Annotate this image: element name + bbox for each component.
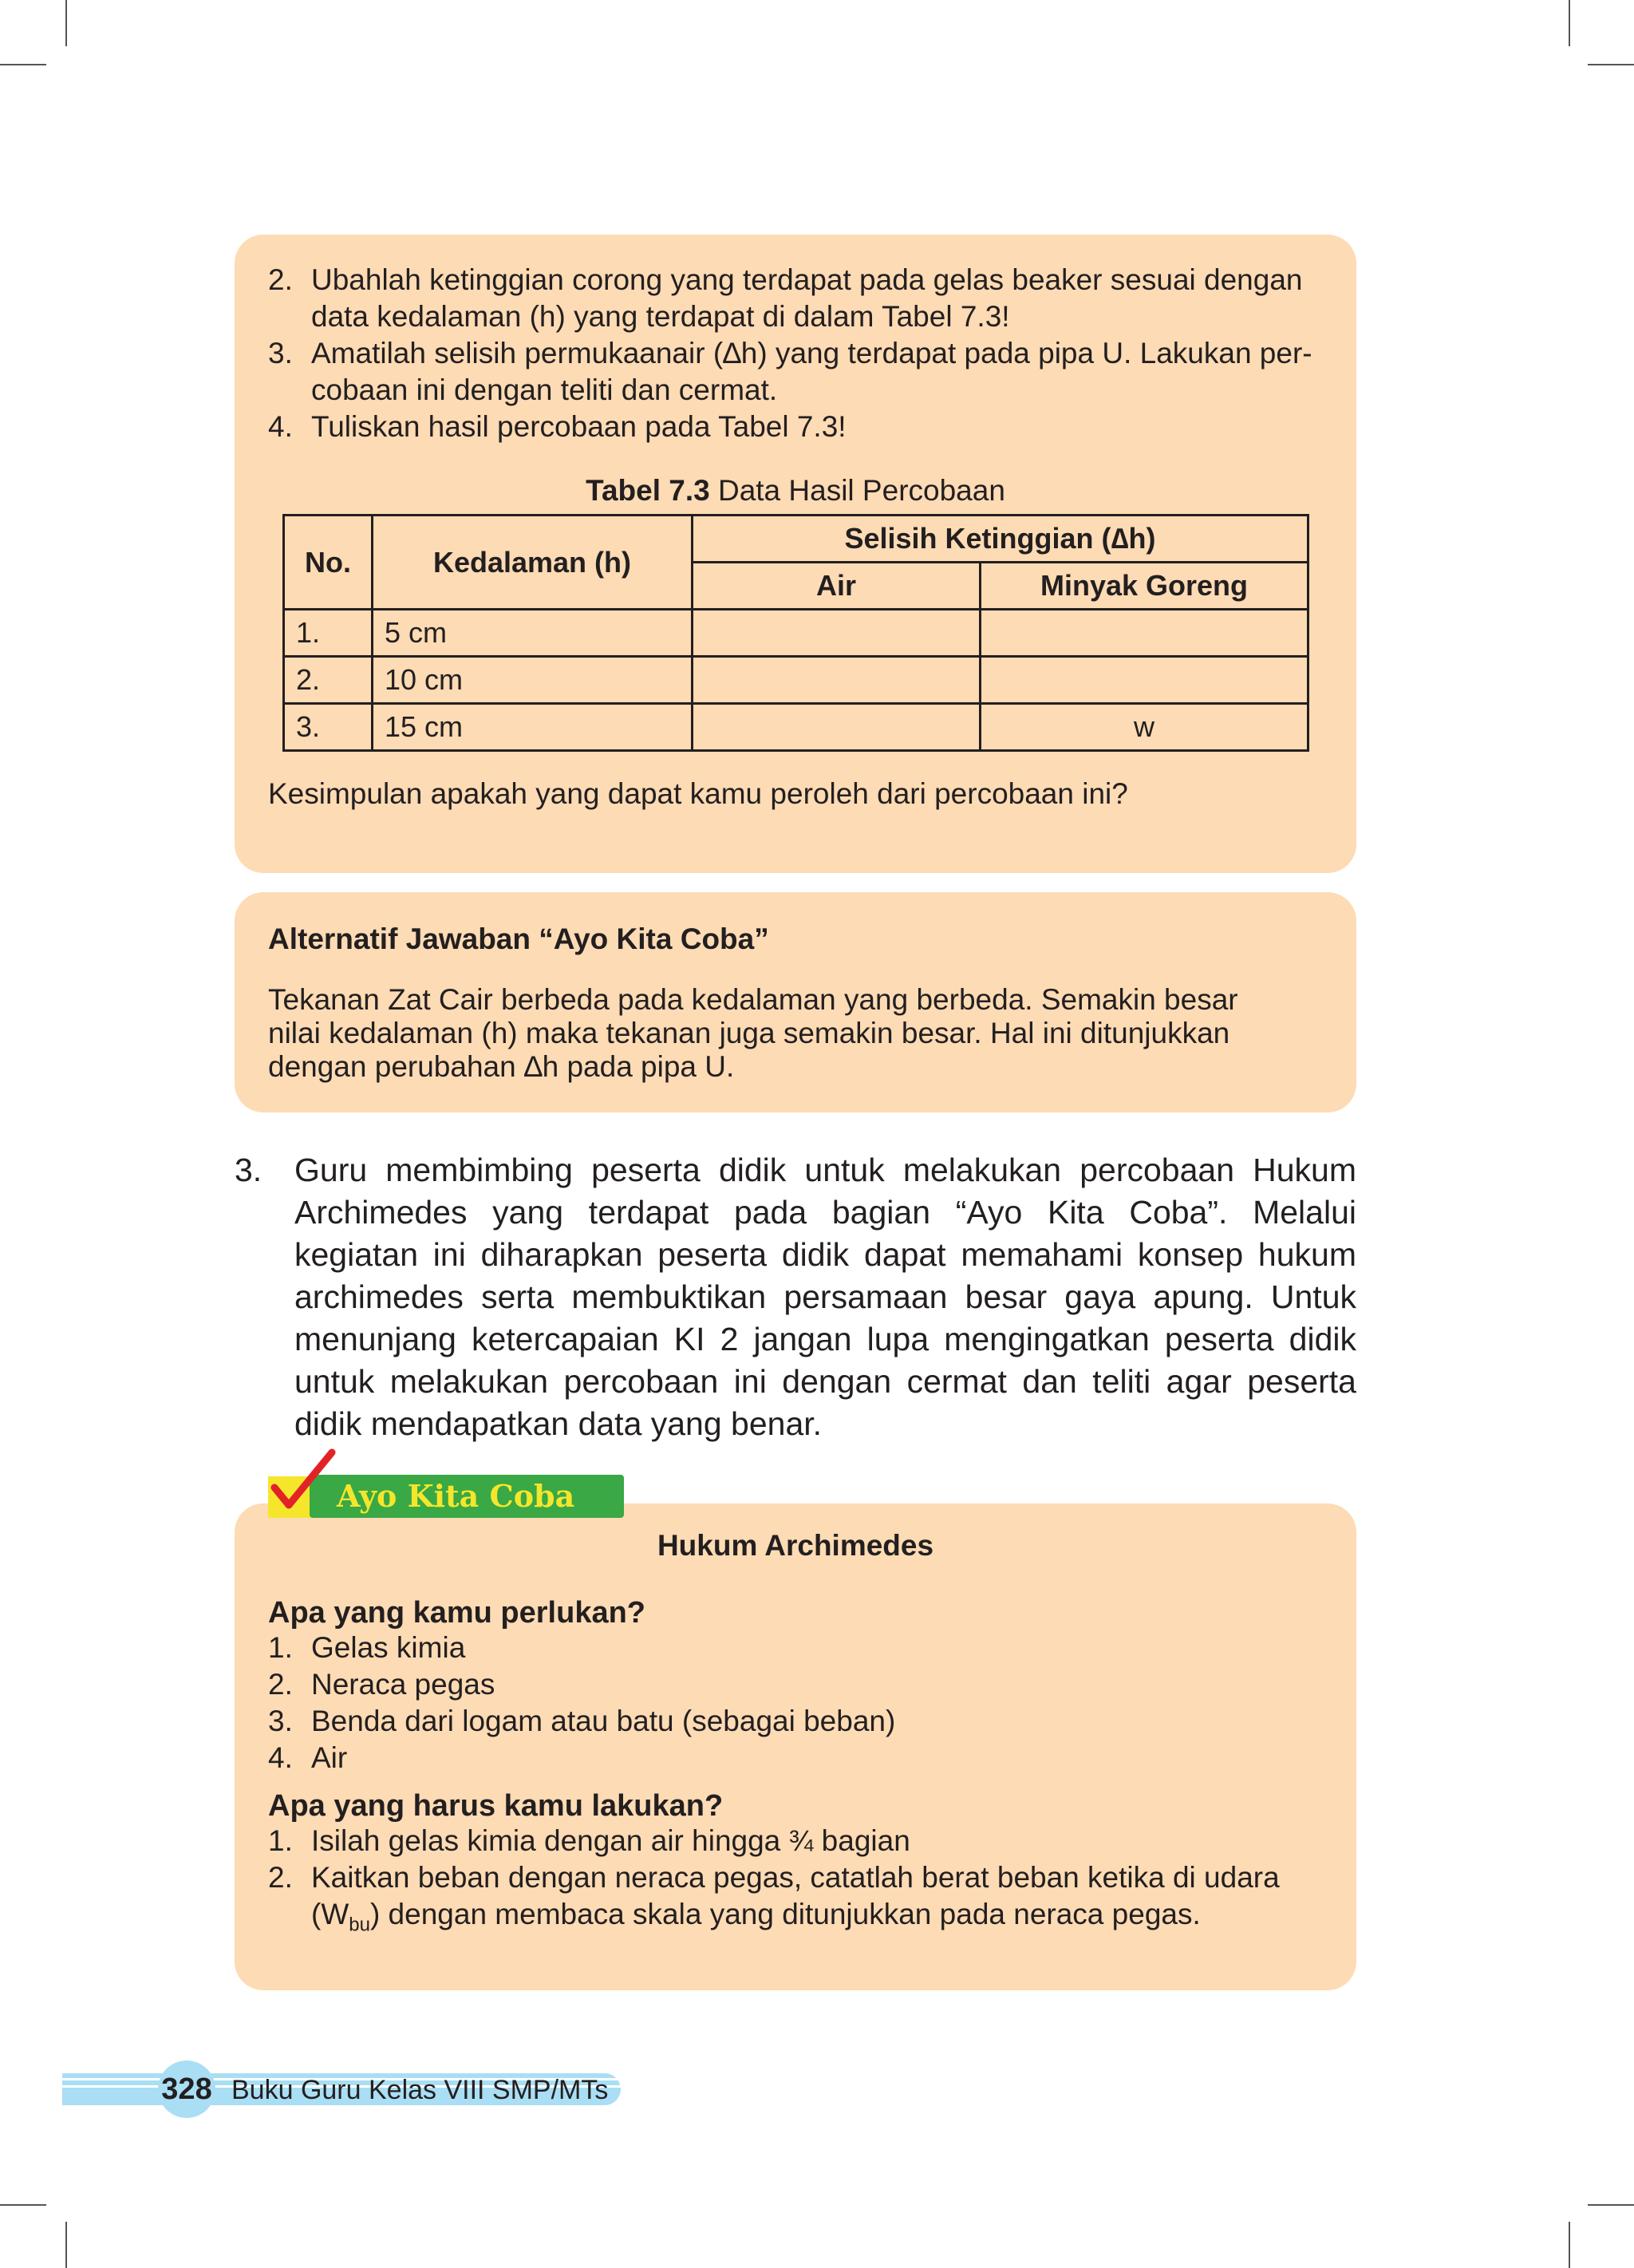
steps-list: [268, 262, 1321, 445]
alternative-answer-box: [235, 892, 1356, 1112]
crop-mark: [65, 0, 67, 46]
list-item: 2. Kaitkan beban dengan neraca pegas, catatlah berat beban ketika di udara $(W_{bu})$ dengan membaca skala yang ditunjukkan pada neraca pegas.: [268, 1861, 1280, 1936]
page-number: 328: [161, 2072, 212, 2106]
answer-text: Tekanan Zat Cair berbeda pada kedalaman yang berbeda. Semakin besar nilai kedalaman (h) maka tekanan juga semakin besar. Hal ini ditunjukkan dengan perubahan ∆h pada pipa U.: [268, 983, 1238, 1083]
col-header-water: Air: [693, 563, 981, 610]
book-title: Buku Guru Kelas VIII SMP/MTs: [231, 2075, 609, 2105]
col-header-depth: Kedalaman (h): [373, 516, 693, 610]
do-heading: Apa yang harus kamu lakukan?: [268, 1789, 724, 1823]
crop-mark: [1569, 2222, 1570, 2268]
crop-mark: [0, 64, 46, 65]
col-header-oil: Minyak Goreng: [981, 563, 1308, 610]
list-item: 1. Isilah gelas kimia dengan air hingga ¾ bagian: [268, 1824, 910, 1857]
list-item: 2. Neraca pegas: [268, 1668, 495, 1701]
answer-title: Alternatif Jawaban “Ayo Kita Coba”: [268, 923, 769, 955]
ayo-kita-coba-badge: [268, 1472, 624, 1519]
crop-mark: [0, 2204, 46, 2206]
table-row: 2. 10 cm: [284, 657, 1308, 704]
conclusion-question: Kesimpulan apakah yang dapat kamu peroleh dari percobaan ini?: [268, 777, 1128, 810]
archimedes-box: [235, 1503, 1356, 1990]
table-row: 1. 5 cm: [284, 610, 1308, 657]
experiment-steps-box: [235, 235, 1356, 873]
paragraph-number: 3.: [235, 1152, 262, 1188]
crop-mark: [1588, 64, 1634, 65]
paragraph-text: Guru membimbing peserta didik untuk melakukan percobaan Hukum Archimedes yang terdapat pada bagian “Ayo Kita Coba”. Melalui kegiatan ini diharapkan peserta didik dapat memahami konsep hukum archimedes serta membuktikan persamaan besar gaya apung. Untuk menunjang ketercapaian KI 2 jangan lupa mengingatkan peserta didik untuk melakukan percobaan ini dengan cermat dan teliti agar peserta didik mendapatkan data yang benar.: [294, 1152, 1356, 1442]
list-item: 1. Gelas kimia: [268, 1631, 466, 1664]
list-item: 4. Air: [268, 1741, 348, 1774]
footer: [62, 2070, 621, 2108]
list-item: 3. Benda dari logam atau batu (sebagai beban): [268, 1705, 896, 1737]
crop-mark: [1569, 0, 1570, 46]
list-item: 4. Tuliskan hasil percobaan pada Tabel 7.3!: [268, 410, 847, 443]
checkmark-icon: [268, 1448, 340, 1519]
table-caption: Tabel 7.3 Data Hasil Percobaan: [586, 474, 1005, 507]
list-item: 3. Amatilah selisih permukaanair (∆h) yang terdapat pada pipa U. Lakukan per-cobaan ini dengan teliti dan cermat.: [268, 337, 1312, 406]
col-header-diff: Selisih Ketinggian (∆h): [693, 516, 1308, 563]
data-table: [282, 514, 1309, 752]
section-title: Hukum Archimedes: [657, 1529, 934, 1562]
do-list: [268, 1823, 1321, 1943]
need-heading: Apa yang kamu perlukan?: [268, 1596, 646, 1630]
subscript: bu: [349, 1914, 370, 1936]
crop-mark: [1588, 2204, 1634, 2206]
needs-list: [268, 1630, 1305, 1776]
col-header-no: No.: [284, 516, 373, 610]
paragraph-item: [235, 1149, 1356, 1445]
badge-label: Ayo Kita Coba: [337, 1478, 575, 1514]
table-row: 3. 15 cm w: [284, 704, 1308, 751]
crop-mark: [65, 2222, 67, 2268]
list-item: 2. Ubahlah ketinggian corong yang terdapat pada gelas beaker sesuai dengan data kedalaman (h) yang terdapat di dalam Tabel 7.3!: [268, 263, 1303, 333]
